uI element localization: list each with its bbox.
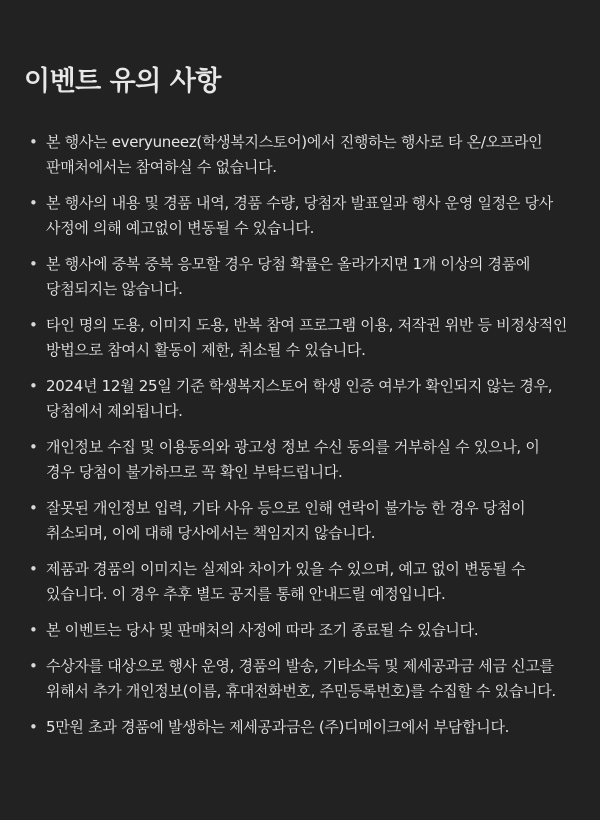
- bullet-icon: •: [29, 657, 38, 675]
- bullet-icon: •: [29, 438, 38, 456]
- notice-text: 5만원 초과 경품에 발생하는 제세공과금은 (주)디메이크에서 부담합니다.: [46, 718, 510, 736]
- list-item: [24, 654, 572, 704]
- notice-text: 제품과 경품의 이미지는 실제와 차이가 있을 수 있으며, 예고 없이 변동될 수 있습니다. 이 경우 추후 별도 공지를 통해 안내드릴 예정입니다.: [46, 560, 526, 603]
- notice-list: [24, 130, 572, 740]
- page-title: 이벤트 유의 사항: [24, 66, 221, 97]
- notice-text: 본 행사의 내용 및 경품 내역, 경품 수량, 당첨자 발표일과 행사 운영 일정은 당사 사정에 의해 예고없이 변동될 수 있습니다.: [46, 194, 553, 237]
- bullet-icon: •: [29, 194, 38, 212]
- list-item: [24, 435, 572, 485]
- notice-text: 수상자를 대상으로 행사 운영, 경품의 발송, 기타소득 및 제세공과금 세금 신고를 위해서 추가 개인정보(이름, 휴대전화번호, 주민등록번호)를 수집할 수 있습니다.: [46, 657, 556, 700]
- notice-text: 타인 명의 도용, 이미지 도용, 반복 참여 프로그램 이용, 저작권 위반 등 비정상적인 방법으로 참여시 활동이 제한, 취소될 수 있습니다.: [46, 316, 568, 359]
- notice-text: 본 이벤트는 당사 및 판매처의 사정에 따라 조기 종료될 수 있습니다.: [46, 621, 479, 639]
- list-item: [24, 374, 572, 424]
- list-item: [24, 130, 572, 180]
- bullet-icon: •: [29, 499, 38, 517]
- notice-text: 본 행사에 중복 중복 응모할 경우 당첨 확률은 올라가지면 1개 이상의 경품에 당첨되지는 않습니다.: [46, 255, 531, 298]
- notice-text: 2024년 12월 25일 기준 학생복지스토어 학생 인증 여부가 확인되지 않는 경우, 당첨에서 제외됩니다.: [46, 377, 553, 420]
- list-item: [24, 252, 572, 302]
- bullet-icon: •: [29, 621, 38, 639]
- notice-text: 본 행사는 everyuneez(학생복지스토어)에서 진행하는 행사로 타 온/오프라인 판매처에서는 참여하실 수 없습니다.: [46, 133, 543, 176]
- list-item: [24, 618, 572, 643]
- list-item: [24, 191, 572, 241]
- bullet-icon: •: [29, 718, 38, 736]
- bullet-icon: •: [29, 133, 38, 151]
- list-item: [24, 496, 572, 546]
- bullet-icon: •: [29, 377, 38, 395]
- notice-text: 개인정보 수집 및 이용동의와 광고성 정보 수신 동의를 거부하실 수 있으나, 이 경우 당첨이 불가하므로 꼭 확인 부탁드립니다.: [46, 438, 540, 481]
- bullet-icon: •: [29, 316, 38, 334]
- list-item: [24, 557, 572, 607]
- bullet-icon: •: [29, 560, 38, 578]
- bullet-icon: •: [29, 255, 38, 273]
- list-item: [24, 313, 572, 363]
- notice-text: 잘못된 개인정보 입력, 기타 사유 등으로 인해 연락이 불가능 한 경우 당첨이 취소되며, 이에 대해 당사에서는 책임지지 않습니다.: [46, 499, 526, 542]
- list-item: [24, 715, 572, 740]
